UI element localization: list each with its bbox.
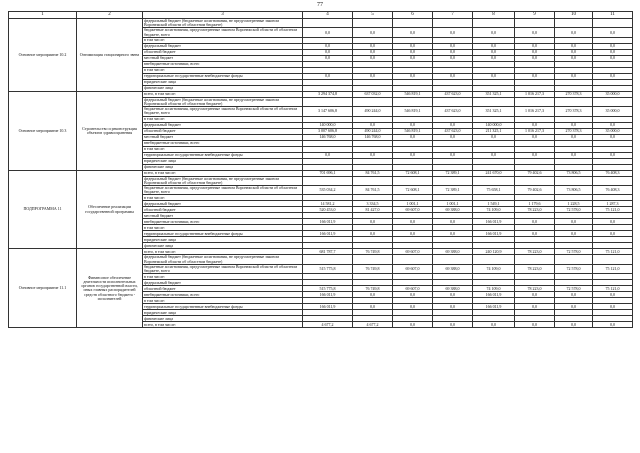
value-cell: 0,0	[393, 152, 433, 158]
value-cell: 0,0	[433, 322, 473, 328]
value-cell: 490 244,0	[353, 107, 393, 116]
value-cell	[353, 97, 393, 106]
value-cell	[555, 19, 593, 28]
funding-source-label: территориальные государственные внебюджетные фонды	[143, 152, 303, 158]
value-cell: 270 378,3	[555, 128, 593, 134]
value-cell: 79 402,6	[515, 170, 555, 176]
funding-source-label: федеральный бюджет	[143, 280, 303, 286]
value-cell: 0,0	[555, 231, 593, 237]
value-cell: 515 775,8	[303, 264, 353, 273]
value-cell: 72 608,1	[393, 186, 433, 195]
value-cell: 0,0	[515, 122, 555, 128]
value-cell: 69 388,0	[433, 249, 473, 255]
funding-source-label: всего, в том числе:	[143, 91, 303, 97]
value-cell: 351 325,1	[473, 107, 515, 116]
value-cell: 76 408,3	[593, 170, 633, 176]
value-cell: 75 121,0	[593, 264, 633, 273]
value-cell: 437 623,0	[433, 107, 473, 116]
value-cell: 701 696,1	[303, 170, 353, 176]
value-cell: 72 578,0	[555, 286, 593, 292]
value-cell: 0,0	[303, 49, 353, 55]
value-cell	[393, 255, 433, 264]
value-cell: 0,0	[593, 152, 633, 158]
value-cell: 1 228,5	[555, 201, 593, 207]
funding-source-label: федеральный бюджет (бюджетные ассигнования, не предусмотренные законом Воронежской области об областном бюджете)	[143, 255, 303, 264]
value-cell	[433, 255, 473, 264]
value-cell: 78 223,0	[515, 264, 555, 273]
value-cell: 0,0	[473, 28, 515, 37]
value-cell: 78 223,0	[515, 249, 555, 255]
value-cell: 3 334,5	[353, 201, 393, 207]
value-cell: 140 000,0	[303, 122, 353, 128]
value-cell: 0,0	[303, 28, 353, 37]
value-cell: 72 578,0	[555, 264, 593, 273]
value-cell	[515, 176, 555, 185]
value-cell: 0,0	[555, 55, 593, 61]
value-cell: 0,0	[393, 43, 433, 49]
value-cell: 0,0	[473, 43, 515, 49]
value-cell: 0,0	[433, 292, 473, 298]
value-cell: 0,0	[555, 219, 593, 225]
value-cell: 35 000,0	[593, 128, 633, 134]
value-cell: 0,0	[393, 231, 433, 237]
funding-source-label: территориальные государственные внебюджетные фонды	[143, 231, 303, 237]
value-cell: 0,0	[515, 219, 555, 225]
value-cell	[303, 176, 353, 185]
value-cell: 0,0	[593, 55, 633, 61]
block-name: Финансовое обеспечение деятельности исполнительных органов государственной власти, иных главных распорядителей средств областного бюджета - исполнителей	[77, 249, 143, 328]
value-cell: 437 623,0	[433, 91, 473, 97]
value-cell: 76 749,8	[353, 249, 393, 255]
value-cell	[433, 176, 473, 185]
value-cell: 0,0	[393, 49, 433, 55]
value-cell: 240 120,9	[473, 249, 515, 255]
value-cell: 69 607,0	[393, 249, 433, 255]
funding-source-label: физические лица	[143, 164, 303, 170]
value-cell: 0,0	[433, 43, 473, 49]
funding-source-label: областной бюджет	[143, 128, 303, 134]
value-cell: 69 388,0	[433, 207, 473, 213]
value-cell: 0,0	[353, 55, 393, 61]
value-cell: 0,0	[593, 43, 633, 49]
funding-source-label: юридические лица	[143, 310, 303, 316]
funding-source-label: в том числе:	[143, 225, 303, 231]
funding-source-label: в том числе:	[143, 195, 303, 201]
value-cell: 76 749,8	[353, 286, 393, 292]
value-cell: 69 607,0	[393, 207, 433, 213]
value-cell: 546 819,1	[393, 91, 433, 97]
value-cell: 166 011,9	[473, 219, 515, 225]
value-cell: 0,0	[393, 322, 433, 328]
value-cell: 140 000,0	[473, 122, 515, 128]
value-cell: 535 034,2	[303, 186, 353, 195]
value-cell: 72 389,1	[433, 170, 473, 176]
header-cell: 1	[9, 12, 77, 19]
value-cell: 0,0	[593, 231, 633, 237]
value-cell: 4 677,2	[353, 322, 393, 328]
value-cell: 0,0	[555, 304, 593, 310]
value-cell: 146 768,0	[303, 134, 353, 140]
value-cell: 78 223,0	[515, 207, 555, 213]
value-cell: 0,0	[393, 122, 433, 128]
value-cell	[515, 19, 555, 28]
value-cell: 166 011,9	[303, 304, 353, 310]
funding-source-label: федеральный бюджет (бюджетные ассигнования, не предусмотренные законом Воронежской области об областном бюджете)	[143, 176, 303, 185]
value-cell: 637 032,0	[353, 91, 393, 97]
value-cell: 0,0	[353, 28, 393, 37]
block-name: Строительство и реконструкция объектов здравоохранения	[77, 91, 143, 170]
value-cell: 0,0	[393, 292, 433, 298]
value-cell: 0,0	[303, 152, 353, 158]
funding-source-label: федеральный бюджет	[143, 43, 303, 49]
value-cell	[393, 97, 433, 106]
value-cell: 76 749,8	[353, 264, 393, 273]
value-cell	[433, 19, 473, 28]
value-cell: 0,0	[433, 231, 473, 237]
value-cell: 0,0	[555, 134, 593, 140]
value-cell: 74 109,0	[473, 264, 515, 273]
header-cell: 5	[353, 12, 393, 19]
value-cell: 1 287,3	[593, 201, 633, 207]
value-cell: 270 378,3	[555, 91, 593, 97]
value-cell: 0,0	[473, 55, 515, 61]
value-cell: 75 121,0	[593, 207, 633, 213]
value-cell	[515, 97, 555, 106]
value-cell: 84 761,5	[353, 170, 393, 176]
value-cell: 0,0	[555, 292, 593, 298]
value-cell: 3 294 374,8	[303, 91, 353, 97]
value-cell: 4 677,2	[303, 322, 353, 328]
value-cell: 0,0	[515, 28, 555, 37]
value-cell: 3 147 606,8	[303, 107, 353, 116]
table-row	[9, 19, 633, 28]
value-cell: 0,0	[515, 152, 555, 158]
value-cell: 72 578,0	[555, 207, 593, 213]
value-cell: 0,0	[593, 219, 633, 225]
value-cell	[555, 255, 593, 264]
value-cell: 515 775,8	[303, 286, 353, 292]
value-cell: 0,0	[593, 49, 633, 55]
funding-source-label: всего, в том числе:	[143, 170, 303, 176]
value-cell: 75 121,0	[593, 286, 633, 292]
funding-source-label: в том числе:	[143, 298, 303, 304]
value-cell: 69 388,0	[433, 286, 473, 292]
funding-source-label: физические лица	[143, 316, 303, 322]
value-cell: 0,0	[593, 73, 633, 79]
value-cell: 72 608,1	[393, 170, 433, 176]
value-cell: 0,0	[433, 28, 473, 37]
funding-source-label: местный бюджет	[143, 213, 303, 219]
value-cell: 166 011,9	[473, 292, 515, 298]
value-cell: 69 607,0	[393, 264, 433, 273]
value-cell: 146 768,0	[353, 134, 393, 140]
value-cell: 0,0	[555, 43, 593, 49]
value-cell: 0,0	[515, 43, 555, 49]
value-cell: 75 658,1	[473, 186, 515, 195]
value-cell: 0,0	[473, 49, 515, 55]
funding-source-label: юридические лица	[143, 158, 303, 164]
value-cell: 0,0	[593, 28, 633, 37]
value-cell: 79 402,6	[515, 186, 555, 195]
value-cell: 0,0	[433, 152, 473, 158]
value-cell: 166 011,9	[473, 231, 515, 237]
value-cell: 546 819,1	[393, 128, 433, 134]
value-cell	[393, 19, 433, 28]
value-cell: 0,0	[393, 73, 433, 79]
budget-table-body	[9, 12, 633, 328]
value-cell: 241 670,0	[473, 170, 515, 176]
value-cell: 0,0	[393, 219, 433, 225]
block-name: Оптимизация стационарного звена	[77, 19, 143, 92]
value-cell: 0,0	[433, 73, 473, 79]
value-cell	[473, 19, 515, 28]
value-cell	[555, 97, 593, 106]
funding-source-label: в том числе:	[143, 274, 303, 280]
value-cell: 351 325,1	[473, 91, 515, 97]
value-cell: 0,0	[515, 134, 555, 140]
value-cell: 0,0	[473, 134, 515, 140]
funding-source-label: в том числе:	[143, 37, 303, 43]
value-cell: 0,0	[393, 55, 433, 61]
funding-source-label: всего, в том числе:	[143, 322, 303, 328]
value-cell: 0,0	[303, 73, 353, 79]
funding-source-label: областной бюджет	[143, 207, 303, 213]
value-cell: 211 325,1	[473, 128, 515, 134]
value-cell: 69 607,0	[393, 286, 433, 292]
value-cell: 0,0	[515, 231, 555, 237]
funding-source-label: территориальные государственные внебюджетные фонды	[143, 73, 303, 79]
value-cell: 520 453,0	[303, 207, 353, 213]
value-cell: 0,0	[353, 304, 393, 310]
value-cell: 35 000,0	[593, 91, 633, 97]
value-cell: 0,0	[353, 49, 393, 55]
value-cell: 0,0	[353, 231, 393, 237]
funding-source-label: юридические лица	[143, 79, 303, 85]
funding-source-label: областной бюджет	[143, 286, 303, 292]
value-cell: 14 581,2	[303, 201, 353, 207]
value-cell	[353, 255, 393, 264]
value-cell: 0,0	[555, 28, 593, 37]
value-cell	[303, 19, 353, 28]
funding-source-label: бюджетные ассигнования, предусмотренные законом Воронежской области об областном бюджете, всего	[143, 107, 303, 116]
value-cell: 81 427,0	[353, 207, 393, 213]
value-cell	[593, 255, 633, 264]
value-cell: 1 016 217,3	[515, 107, 555, 116]
value-cell: 0,0	[353, 73, 393, 79]
value-cell: 490 244,0	[353, 128, 393, 134]
header-row	[9, 12, 633, 19]
value-cell: 0,0	[303, 43, 353, 49]
value-cell: 1 001,1	[393, 201, 433, 207]
value-cell: 681 787,7	[303, 249, 353, 255]
funding-source-label: внебюджетные источники, всего	[143, 61, 303, 67]
value-cell: 1 179,6	[515, 201, 555, 207]
value-cell: 0,0	[555, 49, 593, 55]
value-cell: 0,0	[473, 152, 515, 158]
value-cell: 0,0	[555, 152, 593, 158]
value-cell	[393, 176, 433, 185]
value-cell: 78 223,0	[515, 286, 555, 292]
value-cell: 0,0	[353, 43, 393, 49]
value-cell: 74 109,0	[473, 286, 515, 292]
value-cell: 69 388,0	[433, 264, 473, 273]
budget-table	[8, 11, 633, 328]
value-cell: 270 378,3	[555, 107, 593, 116]
value-cell	[303, 97, 353, 106]
value-cell: 84 761,5	[353, 186, 393, 195]
value-cell	[303, 255, 353, 264]
value-cell: 0,0	[433, 55, 473, 61]
funding-source-label: территориальные государственные внебюджетные фонды	[143, 304, 303, 310]
value-cell: 0,0	[515, 304, 555, 310]
funding-source-label: бюджетные ассигнования, предусмотренные законом Воронежской области об областном бюджете, всего	[143, 264, 303, 273]
value-cell: 166 011,9	[303, 292, 353, 298]
value-cell: 72 578,0	[555, 249, 593, 255]
value-cell: 0,0	[515, 292, 555, 298]
value-cell: 1 016 217,3	[515, 128, 555, 134]
block-title: Основное мероприятие 10.3	[9, 91, 77, 170]
value-cell: 0,0	[393, 134, 433, 140]
value-cell: 0,0	[473, 73, 515, 79]
header-cell: 10	[555, 12, 593, 19]
value-cell: 0,0	[433, 49, 473, 55]
funding-source-label: физические лица	[143, 243, 303, 249]
value-cell	[433, 97, 473, 106]
header-cell: 11	[593, 12, 633, 19]
funding-source-label: юридические лица	[143, 237, 303, 243]
value-cell: 0,0	[515, 73, 555, 79]
funding-source-label: областной бюджет	[143, 49, 303, 55]
value-cell: 166 011,9	[303, 231, 353, 237]
header-cell: 9	[515, 12, 555, 19]
value-cell: 0,0	[593, 122, 633, 128]
value-cell	[555, 176, 593, 185]
funding-source-label: федеральный бюджет	[143, 201, 303, 207]
value-cell: 73 806,5	[555, 186, 593, 195]
funding-source-label: федеральный бюджет	[143, 122, 303, 128]
page-number: 77	[317, 2, 323, 8]
funding-source-label: бюджетные ассигнования, предусмотренные законом Воронежской области об областном бюджете, всего	[143, 186, 303, 195]
funding-source-label: местный бюджет	[143, 134, 303, 140]
value-cell: 0,0	[433, 134, 473, 140]
header-cell: 2	[77, 12, 143, 19]
value-cell	[473, 255, 515, 264]
value-cell: 35 000,0	[593, 107, 633, 116]
block-title: Основное мероприятие 11.1	[9, 249, 77, 328]
value-cell: 0,0	[433, 122, 473, 128]
value-cell: 0,0	[353, 152, 393, 158]
value-cell: 1 016 217,3	[515, 91, 555, 97]
value-cell: 74 109,0	[473, 207, 515, 213]
funding-source-label: местный бюджет	[143, 55, 303, 61]
block-name: Обеспечение реализации государственной программы	[77, 170, 143, 249]
value-cell	[353, 19, 393, 28]
funding-source-label: в том числе:	[143, 116, 303, 122]
value-cell	[353, 176, 393, 185]
header-cell: 8	[473, 12, 515, 19]
funding-source-label: всего, в том числе:	[143, 249, 303, 255]
value-cell: 0,0	[555, 322, 593, 328]
value-cell: 0,0	[353, 219, 393, 225]
value-cell: 75 121,0	[593, 249, 633, 255]
header-cell: 7	[433, 12, 473, 19]
funding-source-label: в том числе:	[143, 67, 303, 73]
value-cell: 0,0	[433, 304, 473, 310]
funding-source-label: бюджетные ассигнования, предусмотренные законом Воронежской области об областном бюджете, всего	[143, 28, 303, 37]
value-cell: 73 806,5	[555, 170, 593, 176]
funding-source-label: федеральный бюджет (бюджетные ассигнования, не предусмотренные законом Воронежской области об областном бюджете)	[143, 19, 303, 28]
value-cell	[593, 176, 633, 185]
value-cell: 0,0	[353, 122, 393, 128]
funding-source-label: в том числе:	[143, 146, 303, 152]
value-cell: 437 623,0	[433, 128, 473, 134]
value-cell: 0,0	[515, 49, 555, 55]
value-cell: 1 549,1	[473, 201, 515, 207]
value-cell: 0,0	[593, 292, 633, 298]
value-cell: 0,0	[393, 28, 433, 37]
funding-source-label: внебюджетные источники, всего	[143, 140, 303, 146]
value-cell: 0,0	[515, 322, 555, 328]
value-cell: 0,0	[473, 322, 515, 328]
block-title: ПОДПРОГРАММА 11	[9, 170, 77, 249]
value-cell: 3 007 606,8	[303, 128, 353, 134]
funding-source-label: федеральный бюджет (бюджетные ассигнования, не предусмотренные законом Воронежской области об областном бюджете)	[143, 97, 303, 106]
header-cell: 4	[303, 12, 353, 19]
funding-source-label: физические лица	[143, 85, 303, 91]
value-cell	[593, 97, 633, 106]
value-cell: 546 819,1	[393, 107, 433, 116]
value-cell: 0,0	[593, 134, 633, 140]
value-cell	[593, 19, 633, 28]
value-cell	[473, 176, 515, 185]
value-cell: 0,0	[593, 322, 633, 328]
funding-source-label: внебюджетные источники, всего	[143, 219, 303, 225]
value-cell: 0,0	[515, 55, 555, 61]
value-cell: 0,0	[593, 304, 633, 310]
value-cell: 0,0	[393, 304, 433, 310]
value-cell: 0,0	[303, 55, 353, 61]
funding-source-label: внебюджетные источники, всего	[143, 292, 303, 298]
value-cell: 0,0	[555, 73, 593, 79]
value-cell: 0,0	[555, 122, 593, 128]
value-cell	[473, 97, 515, 106]
value-cell: 0,0	[353, 292, 393, 298]
block-title: Основное мероприятие 10.2	[9, 19, 77, 92]
value-cell: 72 389,1	[433, 186, 473, 195]
value-cell	[515, 255, 555, 264]
header-cell: 3	[143, 12, 303, 19]
value-cell: 166 011,9	[303, 219, 353, 225]
value-cell: 166 011,9	[473, 304, 515, 310]
value-cell: 76 408,3	[593, 186, 633, 195]
header-cell: 6	[393, 12, 433, 19]
value-cell: 0,0	[433, 219, 473, 225]
value-cell: 1 001,1	[433, 201, 473, 207]
